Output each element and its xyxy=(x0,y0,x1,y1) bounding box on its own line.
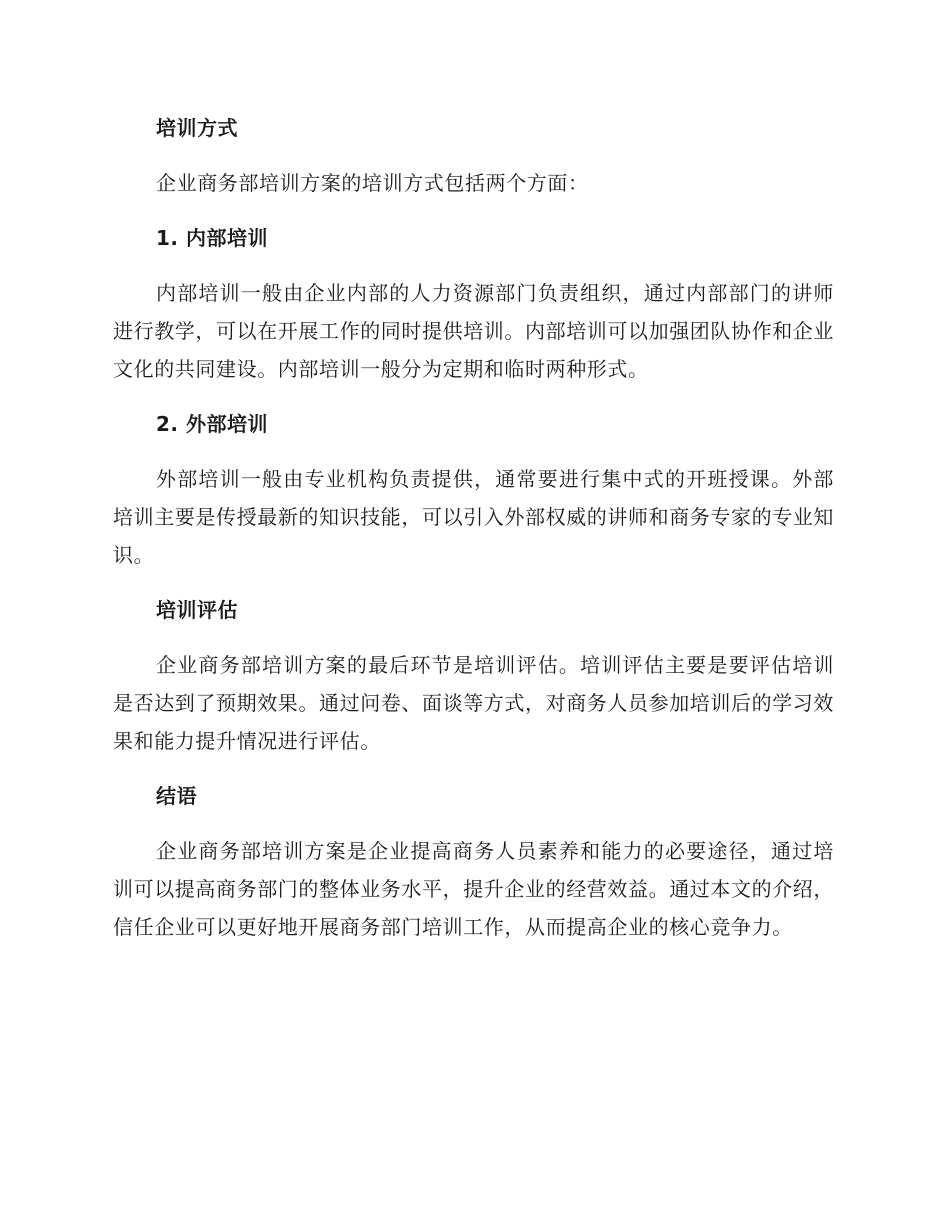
paragraph-internal-training: 内部培训一般由企业内部的人力资源部门负责组织，通过内部部门的讲师进行教学，可以在开展工作的同时提供培训。内部培训可以加强团队协作和企业文化的共同建设。内部培训一般分为定期和临时两种形式。 xyxy=(113,281,834,381)
section-heading-internal-training: 1. 内部培训 xyxy=(156,226,268,250)
paragraph-conclusion: 企业商务部培训方案是企业提高商务人员素养和能力的必要途径，通过培训可以提高商务部门的整体业务水平，提升企业的经营效益。通过本文的介绍，信任企业可以更好地开展商务部门培训工作，从而提高企业的核心竞争力。 xyxy=(113,839,834,939)
section-heading-external-training: 2. 外部培训 xyxy=(156,412,268,436)
paragraph-training-evaluation: 企业商务部培训方案的最后环节是培训评估。培训评估主要是要评估培训是否达到了预期效果。通过问卷、面谈等方式，对商务人员参加培训后的学习效果和能力提升情况进行评估。 xyxy=(113,653,834,753)
section-heading-training-methods: 培训方式 xyxy=(156,116,238,140)
section-heading-training-evaluation: 培训评估 xyxy=(156,598,238,622)
paragraph-external-training: 外部培训一般由专业机构负责提供，通常要进行集中式的开班授课。外部培训主要是传授最新的知识技能，可以引入外部权威的讲师和商务专家的专业知识。 xyxy=(113,467,834,567)
section-heading-conclusion: 结语 xyxy=(156,784,197,808)
paragraph-training-methods-intro: 企业商务部培训方案的培训方式包括两个方面： xyxy=(156,171,589,195)
